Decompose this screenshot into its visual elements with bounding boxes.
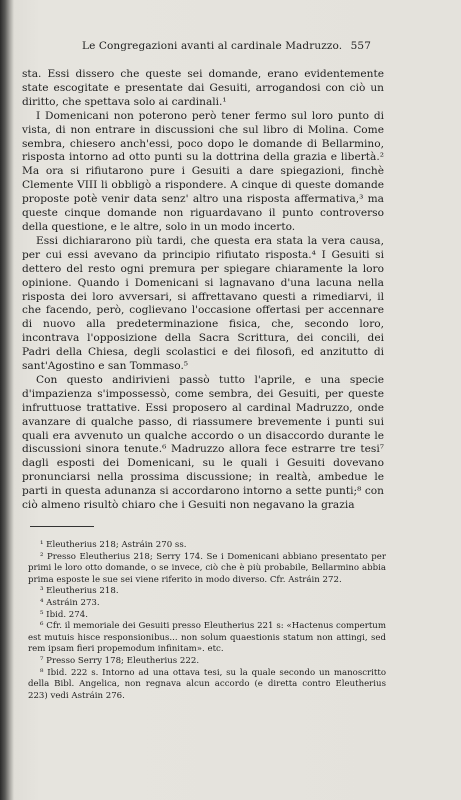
paragraph: Essi dichiararono più tardi, che questa era stata la vera causa, per cui essi avevano da principio rifiutato risposta.⁴ I Gesuiti si dettero del resto ogni premura per spiegare chiaramente la loro opinione. Quando i Domenicani si lagnavano d'una lacuna nella risposta dei loro avversari, si affrettavano questi a rimediarvi, il che facendo, però, coglievano l'occasione offertasi per accennare di nuovo alla predeterminazione fisica, che, secondo loro, incontrava l'opposizione della Sacra Scrittura, dei concili, dei Padri della Chiesa, degli scolastici e dei filosofi, ed anzitutto di sant'Agostino e san Tommaso.⁵ — [22, 234, 384, 373]
paragraph: Con questo andirivieni passò tutto l'aprile, e una specie d'impazienza s'impossessò, come sembra, dei Gesuiti, per queste infruttuose trattative. Essi proposero al cardinal Madruzzo, onde avanzare di qualche passo, di riassumere brevemente i punti sui quali era avvenuto un qualche accordo o un disaccordo durante le discussioni sinora tenute.⁶ Madruzzo allora fece estrarre tre tesi⁷ dagli esposti dei Domenicani, su le quali i Gesuiti dovevano pronunciarsi nella prossima discussione; in realtà, ambedue le parti in questa adunanza si accordarono intorno a sette punti;⁸ con ciò almeno risultò chiaro che i Gesuiti non negavano la grazia — [22, 373, 384, 512]
footnote: ⁵ Ibid. 274. — [40, 609, 88, 620]
footnote-separator — [30, 526, 94, 527]
footnote: ² Presso Eleutherius 218; Serry 174. Se i Domenicani abbiano presentato per primi le loro otto domande, o se invece, ciò che è più probabile, Bellarmino abbia prima esposte le sue sei viene riferito in modo diverso. Cfr. Astráin 272. — [28, 551, 386, 585]
footnote: ⁶ Cfr. il memoriale dei Gesuiti presso Eleutherius 221 s: «Hactenus compertum est mutuis hisce responsionibus... non solum quaestionis statum non attingi, sed rem ipsam fieri propemodum infinitam». etc. — [28, 621, 386, 655]
footnote: ⁷ Presso Serry 178; Eleutherius 222. — [40, 655, 200, 666]
footnote: ⁴ Astráin 273. — [40, 597, 100, 608]
main-text — [22, 68, 384, 513]
running-title: Le Congregazioni avanti al cardinale Madruzzo. — [82, 40, 343, 52]
paragraph: I Domenicani non poterono però tener fermo sul loro punto di vista, di non entrare in discussioni che sul libro di Molina. Come sembra, chiesero anch'essi, poco dopo le domande di Bellarmino, risposta intorno ad otto punti su la dottrina della grazia e libertà.² Ma ora si rifiutarono pure i Gesuiti a dare spiegazioni, finchè Clemente VIII li obbligò a rispondere. A cinque di queste domande proposte potè venir data senz' altro una risposta affermativa,³ ma queste cinque domande non riguardavano il punto controverso della questione, e le altre, solo in un modo incerto. — [22, 109, 384, 233]
page-number: 557 — [350, 40, 371, 52]
footnote: ¹ Eleutherius 218; Astráin 270 ss. — [40, 540, 187, 550]
footnote: ³ Eleutherius 218. — [40, 586, 119, 597]
paragraph: sta. Essi dissero che queste sei domande, erano evidentemente state escogitate e presentate dai Gesuiti, arrogandosi con ciò un diritto, che spettava solo ai cardinali.¹ — [22, 68, 384, 108]
footnote: ⁸ Ibid. 222 s. Intorno ad una ottava tesi, su la quale secondo un manoscritto della Bibl. Angelica, non regnava alcun accordo (e diretta contro Eleutherius 223) vedi Astráin 276. — [28, 667, 386, 701]
binding-gutter-shadow — [0, 0, 14, 800]
footnotes — [28, 540, 386, 702]
